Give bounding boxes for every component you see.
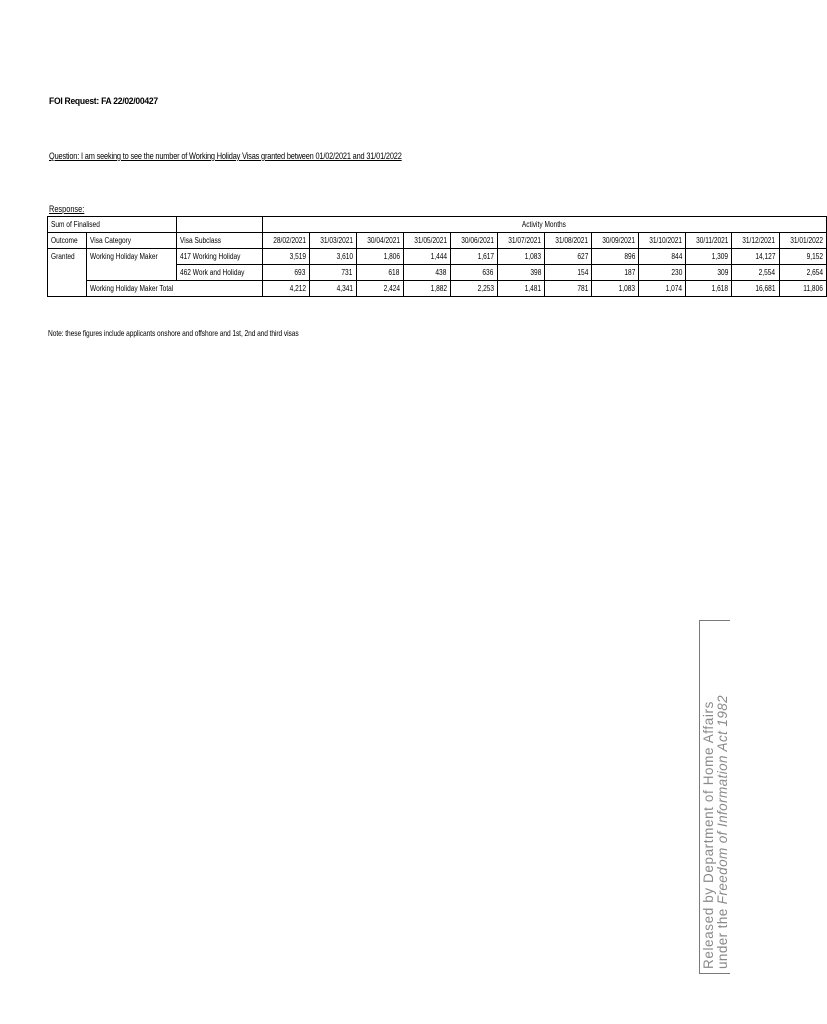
value-cell: 9,152: [779, 249, 826, 265]
month-header: 30/06/2021: [450, 233, 497, 249]
stamp-line-1: Released by Department of Home Affairs: [701, 701, 716, 969]
value-cell: 309: [686, 265, 732, 281]
total-cell: 1,074: [638, 281, 685, 297]
table-row: [48, 249, 827, 265]
value-cell: 693: [262, 265, 309, 281]
total-cell: 2,253: [450, 281, 497, 297]
month-header: 28/02/2021: [262, 233, 309, 249]
total-label: Working Holiday Maker Total: [87, 281, 262, 297]
month-header: 31/10/2021: [638, 233, 685, 249]
total-cell: 1,083: [591, 281, 638, 297]
value-cell: 896: [591, 249, 638, 265]
value-cell: 14,127: [732, 249, 779, 265]
value-cell: 1,806: [356, 249, 403, 265]
value-cell: 2,554: [732, 265, 779, 281]
value-cell: 3,610: [309, 249, 356, 265]
value-cell: 1,309: [686, 249, 732, 265]
total-cell: 11,806: [779, 281, 826, 297]
subclass-cell: 417 Working Holiday: [177, 249, 263, 265]
activity-months-label: Activity Months: [262, 217, 826, 233]
total-cell: 16,681: [732, 281, 779, 297]
table-row: [48, 265, 827, 281]
value-cell: 636: [450, 265, 497, 281]
value-cell: 230: [638, 265, 685, 281]
note-text: Note: these figures include applicants onshore and offshore and 1st, 2nd and third visas: [48, 328, 299, 338]
month-header: 30/11/2021: [686, 233, 732, 249]
question-text: Question: I am seeking to see the number of Working Holiday Visas granted between 01/02/2021 and 31/01/2022: [49, 151, 402, 161]
foi-request-title: FOI Request: FA 22/02/00427: [49, 96, 158, 107]
outcome-cell: Granted: [48, 249, 87, 265]
month-header: 31/03/2021: [309, 233, 356, 249]
month-header: 31/07/2021: [497, 233, 544, 249]
total-cell: 4,212: [262, 281, 309, 297]
month-header: 31/01/2022: [779, 233, 826, 249]
month-header: 30/09/2021: [591, 233, 638, 249]
response-label: Response:: [49, 204, 85, 214]
value-cell: 731: [309, 265, 356, 281]
month-header: 30/04/2021: [356, 233, 403, 249]
month-header: 31/12/2021: [732, 233, 779, 249]
total-cell: 4,341: [309, 281, 356, 297]
stamp-act-name: Freedom of Information Act 1982: [715, 694, 730, 905]
value-cell: 618: [356, 265, 403, 281]
visa-grants-table: [47, 216, 827, 297]
stamp-line-2: under the Freedom of Information Act 1982: [715, 694, 730, 969]
value-cell: 3,519: [262, 249, 309, 265]
month-header: 31/08/2021: [544, 233, 591, 249]
outcome-header: Outcome: [48, 233, 87, 249]
total-cell: 1,882: [403, 281, 450, 297]
total-row: [48, 281, 827, 297]
visa-subclass-header: Visa Subclass: [177, 233, 263, 249]
subclass-cell: 462 Work and Holiday: [177, 265, 263, 281]
value-cell: 1,444: [403, 249, 450, 265]
total-cell: 781: [544, 281, 591, 297]
value-cell: 1,617: [450, 249, 497, 265]
visa-category-header: Visa Category: [87, 233, 177, 249]
total-cell: 2,424: [356, 281, 403, 297]
value-cell: 844: [638, 249, 685, 265]
value-cell: 154: [544, 265, 591, 281]
value-cell: 1,083: [497, 249, 544, 265]
value-cell: 627: [544, 249, 591, 265]
value-cell: 187: [591, 265, 638, 281]
total-cell: 1,618: [686, 281, 732, 297]
category-cell: Working Holiday Maker: [87, 249, 177, 265]
value-cell: 398: [497, 265, 544, 281]
table-header-row-1: [48, 217, 827, 233]
release-stamp: [699, 620, 730, 974]
month-header: 31/05/2021: [403, 233, 450, 249]
table-header-row-2: [48, 233, 827, 249]
value-cell: 2,654: [779, 265, 826, 281]
value-cell: 438: [403, 265, 450, 281]
total-cell: 1,481: [497, 281, 544, 297]
sum-of-finalised-label: Sum of Finalised: [48, 217, 177, 233]
